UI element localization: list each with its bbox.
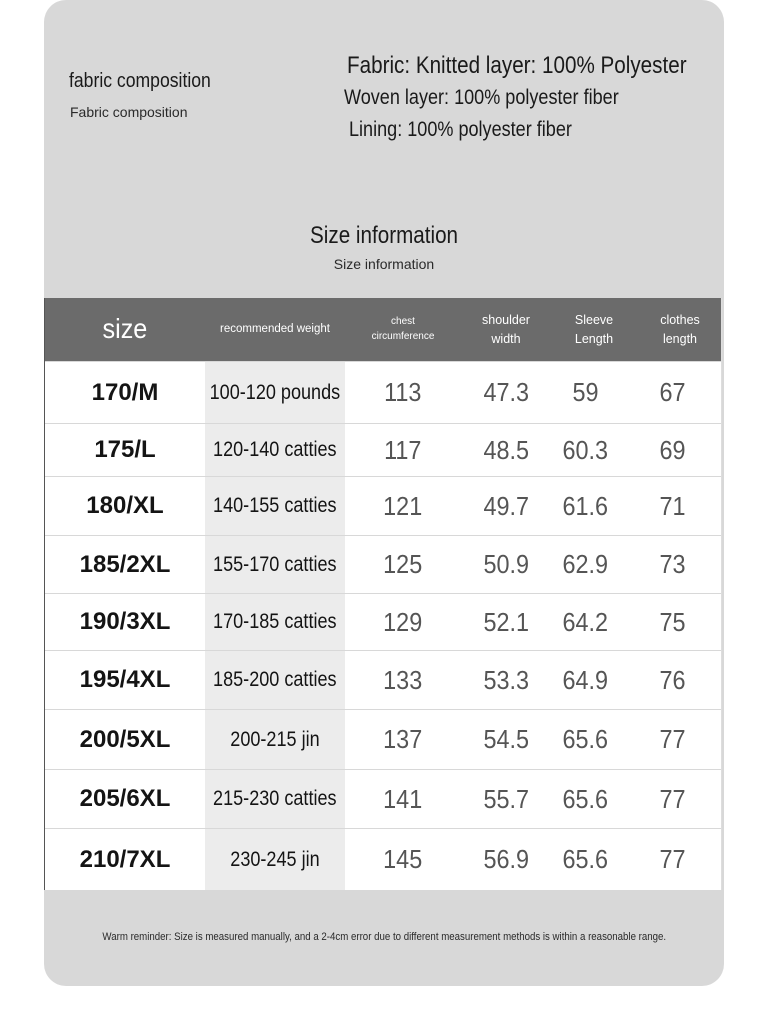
cell-sleeve: 65.6 — [562, 783, 608, 814]
cell-chest: 129 — [383, 606, 423, 637]
cell-chest: 121 — [383, 490, 423, 521]
table-row — [45, 535, 721, 593]
cell-weight: 155-170 catties — [213, 552, 337, 576]
cell-size: 200/5XL — [79, 725, 171, 753]
table-row — [45, 361, 721, 423]
cell-size: 210/7XL — [79, 845, 171, 873]
cell-chest: 133 — [383, 664, 423, 695]
cell-chest: 141 — [383, 783, 423, 814]
size-chart-card — [44, 0, 724, 986]
cell-shoulder: 54.5 — [483, 724, 529, 754]
fabric-title: fabric composition — [69, 70, 211, 92]
cell-sleeve: 60.3 — [562, 434, 608, 465]
table-row — [45, 593, 721, 650]
cell-length: 69 — [658, 434, 686, 465]
fabric-line-woven: Woven layer: 100% polyester fiber — [344, 86, 619, 109]
cell-size: 195/4XL — [79, 666, 171, 693]
header-size: size — [102, 313, 148, 345]
cell-length: 71 — [658, 490, 686, 521]
cell-weight: 215-230 catties — [213, 787, 337, 810]
header-shoulder: shoulder width — [482, 313, 530, 346]
cell-weight: 170-185 catties — [213, 610, 337, 633]
cell-sleeve: 61.6 — [562, 490, 608, 521]
cell-sleeve: 65.6 — [562, 724, 608, 754]
cell-shoulder: 56.9 — [483, 844, 529, 874]
table-row — [45, 769, 721, 828]
cell-shoulder: 52.1 — [483, 606, 529, 637]
cell-shoulder: 50.9 — [483, 549, 529, 579]
cell-weight: 120-140 catties — [213, 438, 337, 461]
cell-size: 185/2XL — [79, 550, 171, 578]
cell-shoulder: 55.7 — [483, 783, 529, 814]
cell-sleeve: 62.9 — [562, 549, 608, 579]
cell-sleeve: 65.6 — [562, 844, 608, 874]
cell-size: 170/M — [91, 378, 159, 406]
table-row — [45, 423, 721, 476]
size-table — [44, 298, 722, 890]
fabric-line-knitted: Fabric: Knitted layer: 100% Polyester — [347, 52, 687, 79]
size-info-subtitle: Size information — [333, 256, 435, 272]
warm-reminder: Warm reminder: Size is measured manually, and a 2-4cm error due to different measurement methods is within a reasonable range. — [102, 931, 666, 943]
fabric-line-lining: Lining: 100% polyester fiber — [349, 118, 572, 141]
table-header — [45, 298, 721, 361]
cell-length: 77 — [658, 844, 686, 874]
cell-length: 76 — [658, 664, 686, 695]
table-row — [45, 650, 721, 709]
cell-sleeve: 64.2 — [562, 606, 608, 637]
cell-size: 180/XL — [86, 492, 164, 519]
cell-length: 77 — [658, 724, 686, 754]
header-sleeve: Sleeve Length — [574, 313, 614, 346]
cell-chest: 145 — [383, 844, 423, 874]
cell-size: 175/L — [94, 436, 156, 463]
fabric-subtitle: Fabric composition — [70, 104, 188, 120]
cell-length: 77 — [658, 783, 686, 814]
cell-chest: 125 — [383, 549, 423, 579]
cell-size: 205/6XL — [79, 785, 171, 812]
header-chest: chest circumference — [371, 316, 435, 342]
cell-shoulder: 53.3 — [483, 664, 529, 695]
cell-shoulder: 47.3 — [483, 377, 529, 407]
size-info-title: Size information — [309, 222, 458, 249]
cell-shoulder: 48.5 — [483, 434, 529, 465]
cell-size: 190/3XL — [79, 608, 171, 635]
cell-shoulder: 49.7 — [483, 490, 529, 521]
cell-weight: 230-245 jin — [230, 847, 320, 871]
header-weight: recommended weight — [220, 323, 330, 336]
table-row — [45, 709, 721, 769]
table-row — [45, 828, 721, 890]
cell-chest: 113 — [384, 377, 422, 407]
cell-weight: 200-215 jin — [230, 727, 320, 751]
cell-chest: 137 — [383, 724, 423, 754]
table-row — [45, 476, 721, 535]
cell-chest: 117 — [384, 434, 422, 465]
cell-weight: 185-200 catties — [213, 668, 337, 691]
cell-length: 67 — [658, 377, 686, 407]
cell-length: 73 — [658, 549, 686, 579]
cell-length: 75 — [658, 606, 686, 637]
table-body — [45, 361, 721, 890]
cell-weight: 140-155 catties — [213, 494, 337, 517]
cell-weight: 100-120 pounds — [209, 380, 341, 404]
cell-sleeve: 59 — [571, 377, 599, 407]
header-length: clothes length — [660, 313, 700, 346]
cell-sleeve: 64.9 — [562, 664, 608, 695]
